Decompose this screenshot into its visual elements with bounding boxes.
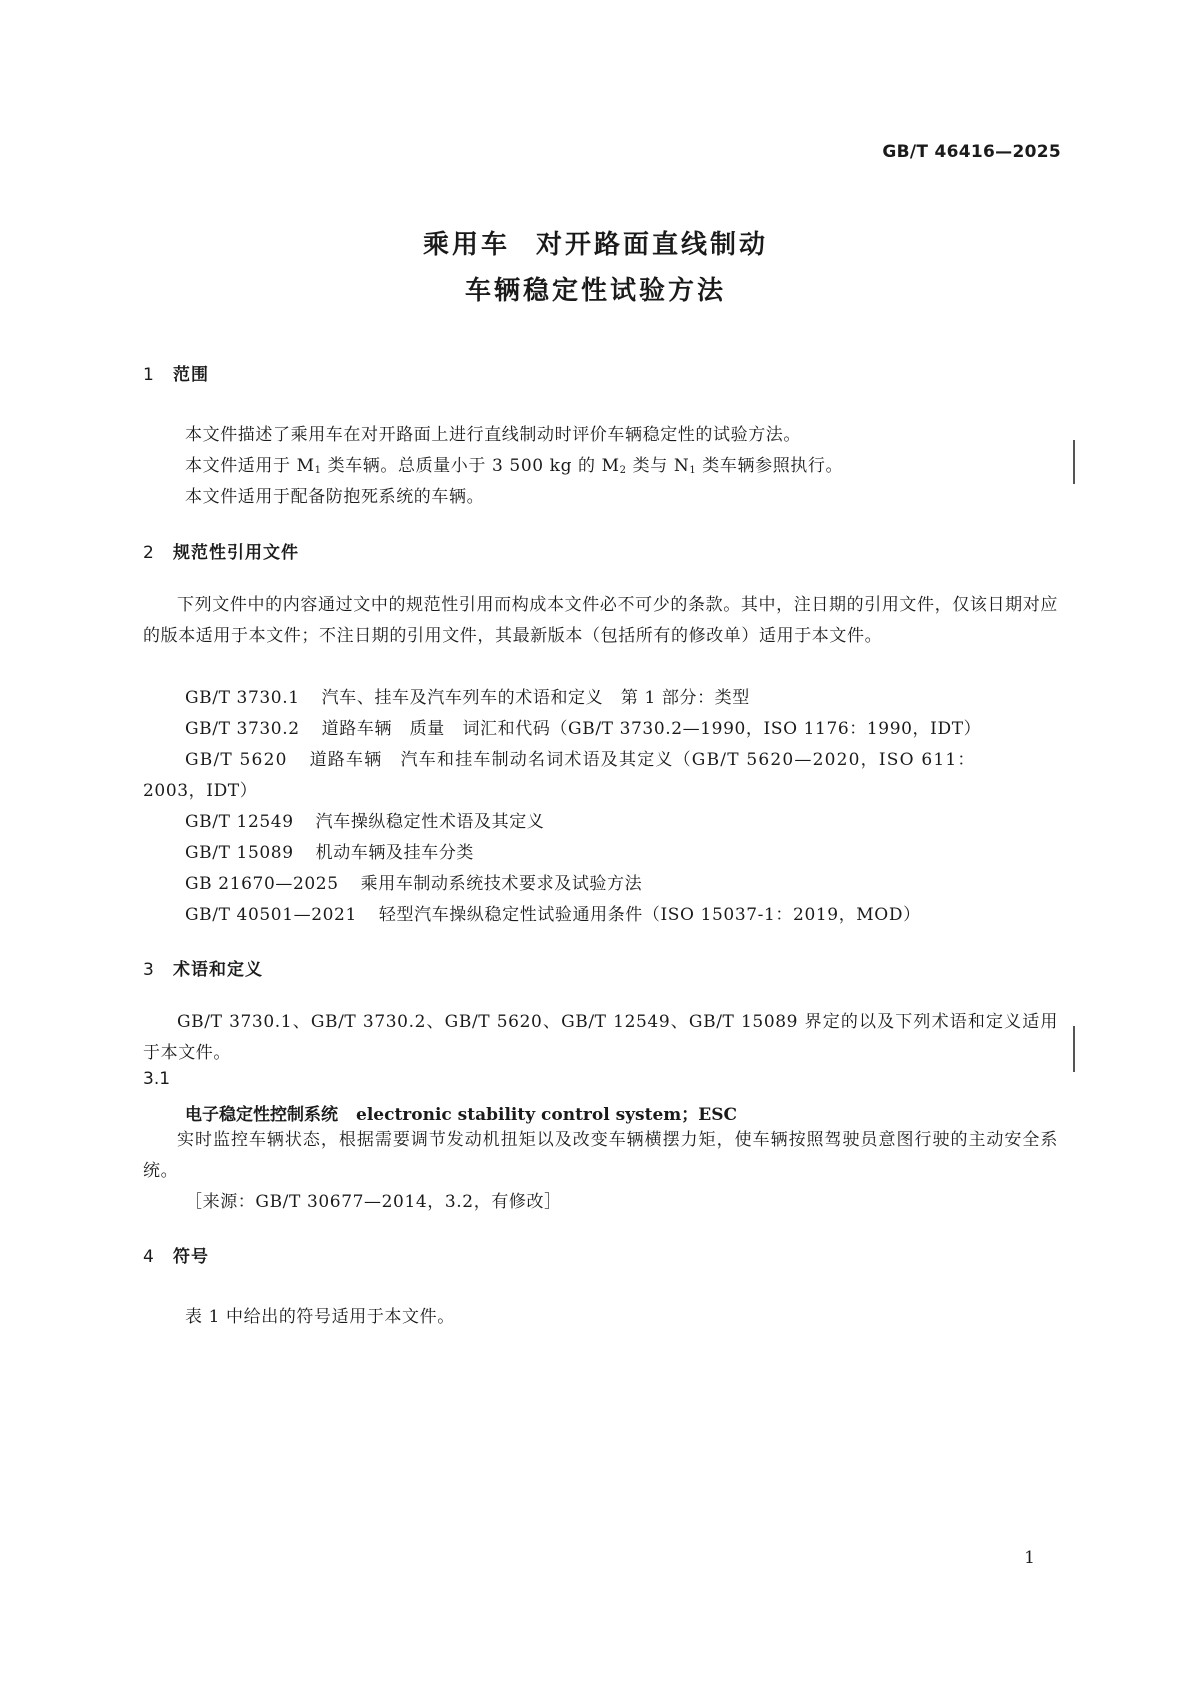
reference-code: GB/T 40501—2021 xyxy=(185,905,357,925)
scope-p2-sub-3: 1 xyxy=(689,465,697,476)
reference-code: GB/T 5620 xyxy=(185,750,288,770)
reference-title: 道路车辆 汽车和挂车制动名词术语及其定义（GB/T 5620—2020，ISO 611： xyxy=(309,750,976,770)
reference-title: 汽车、挂车及汽车列车的术语和定义 第 1 部分：类型 xyxy=(321,688,750,708)
terms-intro: GB/T 3730.1、GB/T 3730.2、GB/T 5620、GB/T 12549、GB/T 15089 界定的以及下列术语和定义适用于本文件。 xyxy=(143,1012,1058,1063)
term-chinese: 电子稳定性控制系统 xyxy=(185,1105,338,1125)
reference-item xyxy=(185,900,921,925)
title-line-1-part-a: 乘用车 xyxy=(422,230,510,260)
document-title xyxy=(0,222,1191,314)
section-3-number: 3 xyxy=(143,960,155,980)
term-title xyxy=(185,1100,737,1125)
title-line-1 xyxy=(0,222,1191,268)
section-4-heading xyxy=(143,1242,209,1267)
reference-item xyxy=(185,745,976,770)
title-line-2: 车辆稳定性试验方法 xyxy=(464,276,726,306)
section-2-title: 规范性引用文件 xyxy=(173,543,299,563)
section-1-heading xyxy=(143,360,209,385)
section-1-number: 1 xyxy=(143,365,155,385)
reference-code: GB/T 3730.2 xyxy=(185,719,300,739)
scope-p2-sub-2: 2 xyxy=(619,465,627,476)
reference-item xyxy=(185,683,750,708)
section-2-number: 2 xyxy=(143,543,155,563)
scope-paragraph-1: 本文件描述了乘用车在对开路面上进行直线制动时评价车辆稳定性的试验方法。 xyxy=(185,425,801,445)
scope-p2-part-b: 类车辆。总质量小于 3 500 kg 的 M xyxy=(321,456,620,476)
section-2-heading xyxy=(143,538,299,563)
title-line-1-part-b: 对开路面直线制动 xyxy=(536,230,769,260)
scope-paragraph-3: 本文件适用于配备防抱死系统的车辆。 xyxy=(185,487,485,507)
reference-code: GB 21670—2025 xyxy=(185,874,339,894)
reference-title: 汽车操纵稳定性术语及其定义 xyxy=(315,812,545,832)
scope-p2-part-a: 本文件适用于 M xyxy=(185,456,315,476)
scope-paragraph-2 xyxy=(185,451,843,476)
standard-number: GB/T 46416—2025 xyxy=(882,142,1061,162)
section-4-number: 4 xyxy=(143,1247,155,1267)
page-number: 1 xyxy=(1024,1548,1035,1568)
reference-item xyxy=(185,838,474,863)
reference-item xyxy=(185,714,981,739)
term-number: 3.1 xyxy=(143,1069,171,1089)
term-definition: 实时监控车辆状态，根据需要调节发动机扭矩以及改变车辆横摆力矩，使车辆按照驾驶员意图行驶的主动安全系统。 xyxy=(143,1130,1058,1181)
reference-item-continuation: 2003，IDT） xyxy=(143,781,258,801)
reference-code: GB/T 12549 xyxy=(185,812,294,832)
section-4-title: 符号 xyxy=(173,1247,209,1267)
term-source: ［来源：GB/T 30677—2014，3.2，有修改］ xyxy=(185,1192,562,1212)
change-bar xyxy=(1073,1026,1075,1072)
reference-code: GB/T 15089 xyxy=(185,843,294,863)
scope-p2-part-c: 类与 N xyxy=(626,456,690,476)
change-bar xyxy=(1073,440,1075,484)
section-1-title: 范围 xyxy=(173,365,209,385)
section-3-heading xyxy=(143,955,263,980)
scope-p2-sub-1: 1 xyxy=(314,465,322,476)
reference-item xyxy=(185,869,642,894)
reference-code: GB/T 3730.1 xyxy=(185,688,300,708)
references-intro: 下列文件中的内容通过文中的规范性引用而构成本文件必不可少的条款。其中，注日期的引用文件，仅该日期对应的版本适用于本文件；不注日期的引用文件，其最新版本（包括所有的修改单）适用于本文件。 xyxy=(143,595,1058,646)
reference-title: 机动车辆及挂车分类 xyxy=(315,843,475,863)
symbols-paragraph: 表 1 中给出的符号适用于本文件。 xyxy=(185,1307,455,1327)
reference-item xyxy=(185,807,544,832)
term-english: electronic stability control system；ESC xyxy=(356,1105,738,1125)
reference-title: 轻型汽车操纵稳定性试验通用条件（ISO 15037-1：2019，MOD） xyxy=(378,905,921,925)
section-3-title: 术语和定义 xyxy=(173,960,263,980)
reference-title: 道路车辆 质量 词汇和代码（GB/T 3730.2—1990，ISO 1176：1990，IDT） xyxy=(321,719,982,739)
reference-title: 乘用车制动系统技术要求及试验方法 xyxy=(360,874,643,894)
scope-p2-part-d: 类车辆参照执行。 xyxy=(696,456,844,476)
